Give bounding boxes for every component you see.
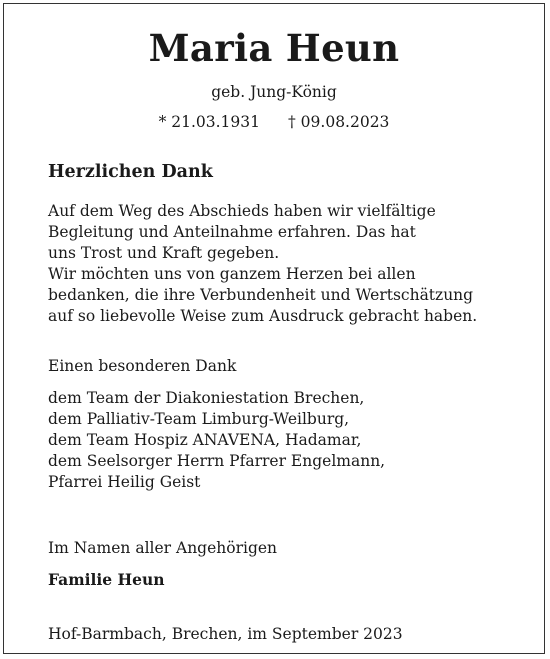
thanks-heading: Herzlichen Dank — [48, 162, 213, 182]
paragraph-line: Begleitung und Anteilnahme erfahren. Das hat — [48, 223, 416, 241]
thanks-list-item: dem Seelsorger Herrn Pfarrer Engelmann, — [48, 452, 386, 470]
death-date: † 09.08.2023 — [288, 113, 390, 131]
thanks-list-item: dem Team der Diakoniestation Brechen, — [48, 389, 365, 407]
paragraph-line: bedanken, die ihre Verbundenheit und Wertschätzung — [48, 286, 474, 304]
family-signature: Familie Heun — [48, 570, 165, 589]
birth-date: * 21.03.1931 — [158, 113, 260, 131]
life-dates — [4, 112, 544, 132]
place-and-date: Hof-Barmbach, Brechen, im September 2023 — [48, 625, 403, 643]
on-behalf-line: Im Namen aller Angehörigen — [48, 539, 278, 557]
thanks-paragraph — [48, 201, 528, 327]
thanks-list-item: Pfarrei Heilig Geist — [48, 473, 201, 491]
deceased-name: Maria Heun — [148, 26, 400, 70]
birth-name: geb. Jung-König — [211, 83, 337, 101]
thanks-list-item: dem Palliativ-Team Limburg-Weilburg, — [48, 410, 350, 428]
special-thanks-intro: Einen besonderen Dank — [48, 357, 237, 375]
paragraph-line: uns Trost und Kraft gegeben. — [48, 244, 280, 262]
paragraph-line: Wir möchten uns von ganzem Herzen bei allen — [48, 265, 416, 283]
paragraph-line: Auf dem Weg des Abschieds haben wir vielfältige — [48, 202, 436, 220]
obituary-notice — [3, 3, 545, 654]
thanks-list — [48, 388, 528, 493]
paragraph-line: auf so liebevolle Weise zum Ausdruck gebracht haben. — [48, 307, 478, 325]
thanks-list-item: dem Team Hospiz ANAVENA, Hadamar, — [48, 431, 362, 449]
